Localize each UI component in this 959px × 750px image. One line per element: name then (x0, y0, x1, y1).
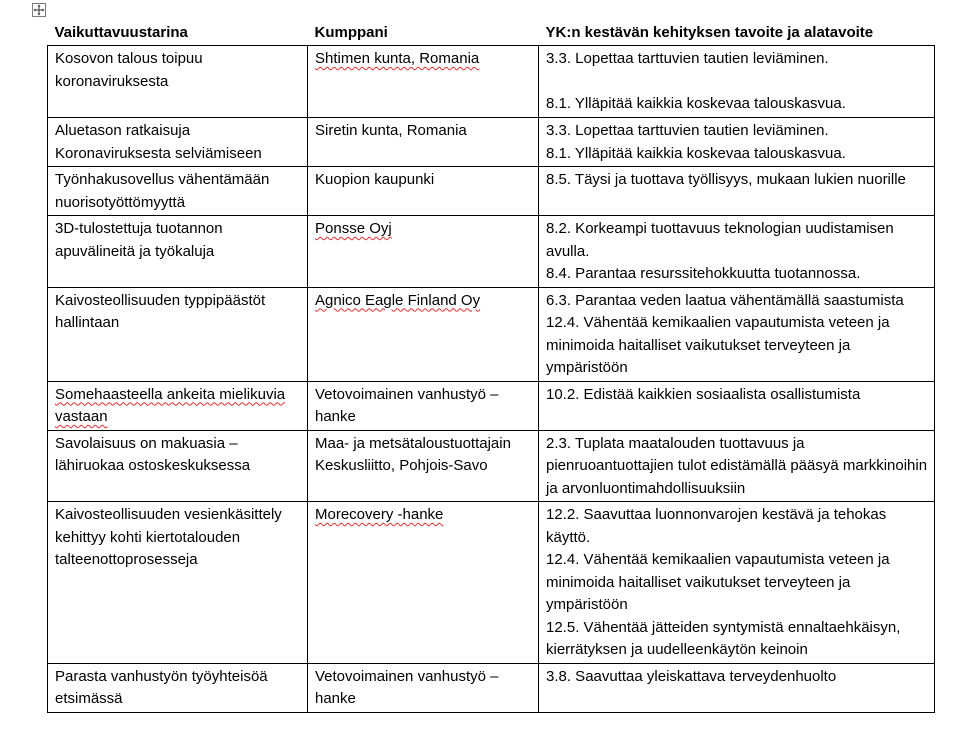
table-row (48, 381, 935, 430)
move-arrows-icon (33, 4, 45, 16)
partner-text: Agnico Eagle Finland Oy (315, 291, 481, 309)
header-goals: YK:n kestävän kehityksen tavoite ja alatavoite (545, 24, 874, 41)
header-story: Vaikuttavuustarina (54, 24, 188, 41)
partner-cell[interactable] (308, 502, 539, 664)
goal-item: 3.3. Lopettaa tarttuvien tautien leviäminen. (546, 122, 829, 139)
goal-item: 6.3. Parantaa veden laatua vähentämällä saastumista (546, 291, 904, 309)
story-cell[interactable]: Työnhakusovellus vähentämään nuorisotyöttömyyttä (48, 167, 308, 216)
story-cell[interactable]: Savolaisuus on makuasia – lähiruokaa ostoskeskuksessa (48, 430, 308, 502)
goal-item: 3.8. Saavuttaa yleiskattava terveydenhuolto (546, 667, 837, 685)
partner-cell[interactable]: Siretin kunta, Romania (308, 118, 539, 167)
goals-cell[interactable] (539, 216, 935, 288)
partner-cell[interactable]: Kuopion kaupunki (308, 167, 539, 216)
story-text: Somehaasteella ankeita mielikuvia vastaan (55, 385, 286, 425)
goals-cell[interactable] (539, 167, 935, 216)
table-row (48, 216, 935, 288)
goal-item: 8.1. Ylläpitää kaikkia koskevaa talouskasvua. (546, 95, 846, 112)
table-row (48, 663, 935, 712)
table-header-row (48, 22, 935, 46)
goal-item: 8.4. Parantaa resurssitehokkuutta tuotannossa. (546, 265, 861, 282)
story-cell[interactable]: Kaivosteollisuuden typpipäästöt hallintaan (48, 287, 308, 381)
story-cell[interactable]: Aluetason ratkaisuja Koronaviruksesta selviämiseen (48, 118, 308, 167)
partner-cell[interactable]: Vetovoimainen vanhustyö – hanke (308, 381, 539, 430)
goals-cell[interactable] (539, 46, 935, 118)
table-row (48, 502, 935, 664)
partner-text: Morecovery -hanke (315, 506, 444, 523)
goal-item: 3.3. Lopettaa tarttuvien tautien leviäminen. (546, 50, 829, 67)
goal-item: 10.2. Edistää kaikkien sosiaalista osallistumista (546, 385, 861, 403)
goals-cell[interactable] (539, 502, 935, 664)
sdg-impact-table (47, 22, 935, 713)
table-move-handle[interactable] (32, 3, 46, 17)
goal-item: 12.2. Saavuttaa luonnonvarojen kestävä ja tehokas käyttö. (546, 506, 887, 546)
story-cell[interactable]: Kosovon talous toipuu koronaviruksesta (48, 46, 308, 118)
partner-cell[interactable]: Vetovoimainen vanhustyö – hanke (308, 663, 539, 712)
partner-cell[interactable] (308, 46, 539, 118)
story-cell[interactable]: Parasta vanhustyön työyhteisöä etsimässä (48, 663, 308, 712)
story-cell[interactable]: 3D-tulostettuja tuotannon apuvälineitä ja työkaluja (48, 216, 308, 288)
table-row (48, 287, 935, 381)
goals-cell[interactable] (539, 118, 935, 167)
partner-cell[interactable]: Maa- ja metsätaloustuottajain Keskusliitto, Pohjois-Savo (308, 430, 539, 502)
goal-item: 12.4. Vähentää kemikaalien vapautumista veteen ja minimoida haitalliset vaikutukset terveyteen ja ympäristöön (546, 314, 890, 376)
table-row (48, 118, 935, 167)
goal-item: 8.5. Täysi ja tuottava työllisyys, mukaan lukien nuorille (546, 171, 906, 188)
goal-item: 8.2. Korkeampi tuottavuus teknologian uudistamisen avulla. (546, 220, 894, 260)
goal-item: 12.5. Vähentää jätteiden syntymistä ennaltaehkäisyn, kierrätyksen ja uudelleenkäytön keinoin (546, 618, 901, 658)
partner-cell[interactable] (308, 216, 539, 288)
goal-item: 12.4. Vähentää kemikaalien vapautumista veteen ja minimoida haitalliset vaikutukset terveyteen ja ympäristöön (546, 551, 890, 613)
partner-cell[interactable] (308, 287, 539, 381)
goals-cell[interactable] (539, 663, 935, 712)
story-cell[interactable]: Kaivosteollisuuden vesienkäsittely kehittyy kohti kiertotalouden talteenottoprosesseja (48, 502, 308, 664)
story-cell[interactable] (48, 381, 308, 430)
partner-text: Shtimen kunta, Romania (315, 50, 480, 67)
goals-cell[interactable] (539, 381, 935, 430)
goal-spacer (546, 71, 930, 94)
table-row (48, 167, 935, 216)
header-partner: Kumppani (314, 24, 388, 41)
table-row (48, 430, 935, 502)
goals-cell[interactable] (539, 287, 935, 381)
goal-item: 2.3. Tuplata maatalouden tuottavuus ja pienruoantuottajien tulot edistämällä pääsyä markkinoihin ja arvonluontimahdollisuuksiin (546, 434, 928, 497)
goals-cell[interactable] (539, 430, 935, 502)
partner-text: Ponsse Oyj (315, 220, 392, 237)
goal-item: 8.1. Ylläpitää kaikkia koskevaa talouskasvua. (546, 144, 846, 162)
table-row (48, 46, 935, 118)
